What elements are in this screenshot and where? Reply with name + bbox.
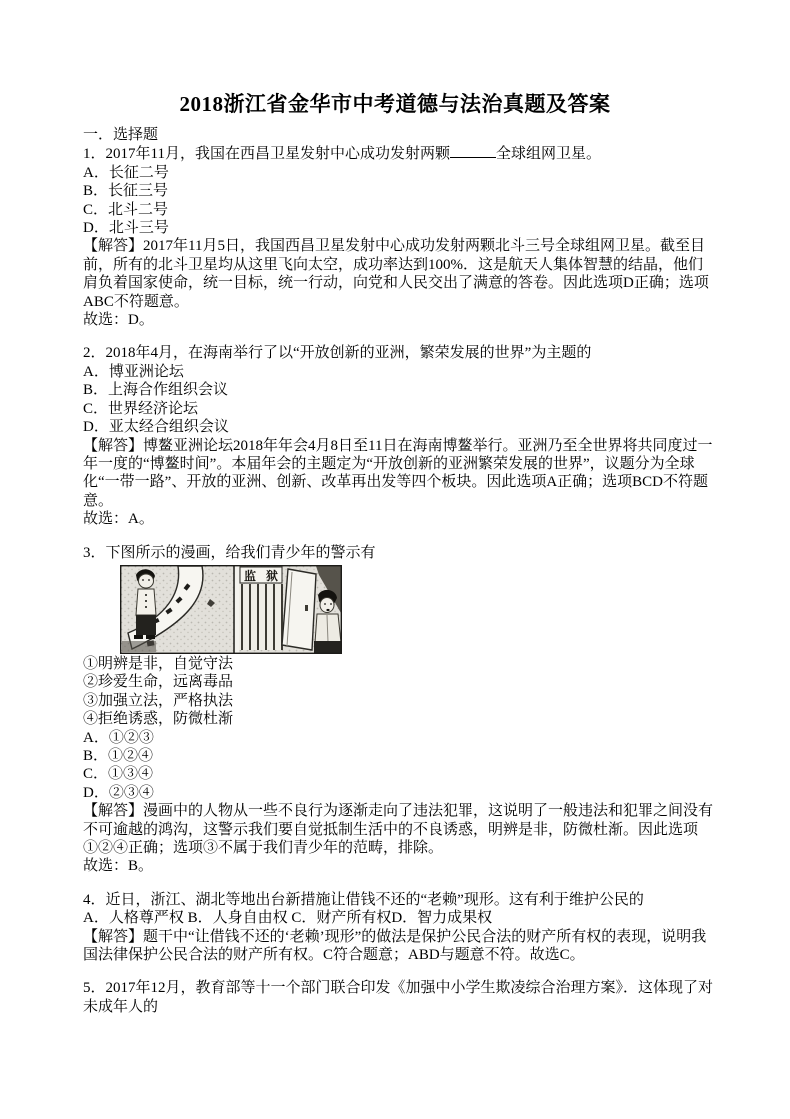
q3-option-d: D．②③④	[83, 784, 154, 801]
q3-explanation: 【解答】漫画中的人物从一些不良行为逐渐走向了违法犯罪，这说明了一般违法和犯罪之间没有不可逾越的鸿沟，这警示我们要自觉抵制生活中的不良诱惑，明辨是非，防微杜渐。因此选项①②④正确；选项③不属于我们青少年的范畴，排除。	[83, 803, 714, 856]
cartoon-svg	[120, 565, 342, 654]
prison-sign-char-right: 狱	[266, 568, 279, 583]
prison-sign	[240, 567, 282, 583]
q3-option-c: C．①③④	[83, 766, 154, 783]
prison-bars	[239, 584, 283, 650]
q1-option-c: C．北斗二号	[83, 201, 169, 218]
q3-item-2: ②珍爱生命，远离毒品	[83, 674, 234, 691]
question-3	[83, 544, 715, 876]
q4-explanation: 【解答】题干中“让借钱不还的‘老赖’现形”的做法是保护公民合法的财产所有权的表现，说明我国法律保护公民合法的财产所有权。C符合题意；ABD与题意不符。故选C。	[83, 928, 707, 964]
q3-item-3: ③加强立法，严格执法	[83, 692, 234, 709]
q1-stem-post: 全球组网卫星。	[495, 146, 601, 163]
question-gap	[83, 964, 715, 979]
q2-option-c: C．世界经济论坛	[83, 400, 199, 417]
q2-stem: 2．2018年4月，在海南举行了以“开放创新的亚洲，繁荣发展的世界”为主题的	[83, 345, 592, 362]
q5-stem: 5．2017年12月，教育部等十一个部门联合印发《加强中小学生欺凌综合治理方案》．这体现了对未成年人的	[83, 980, 714, 1015]
q3-item-4: ④拒绝诱惑，防微杜渐	[83, 711, 234, 728]
q2-answer: 故选：A。	[83, 511, 154, 528]
q1-answer-blank	[450, 144, 496, 158]
question-5	[83, 979, 715, 1016]
question-gap	[83, 529, 715, 544]
q2-option-d: D．亚太经合组织会议	[83, 419, 229, 436]
q3-answer: 故选：B。	[83, 858, 154, 875]
prison-sign-char-left: 监	[244, 568, 257, 583]
q4-options-line: A．人格尊严权 B．人身自由权 C．财产所有权D．智力成果权	[83, 910, 493, 927]
q4-stem: 4．近日，浙江、湖北等地出台新措施让借钱不还的“老赖”现形。这有利于维护公民的	[83, 891, 644, 908]
q1-option-d: D．北斗三号	[83, 220, 169, 237]
section-heading: 一．选择题	[83, 127, 159, 143]
q2-option-b: B．上海合作组织会议	[83, 382, 229, 399]
q3-option-b: B．①②④	[83, 747, 154, 764]
q1-option-b: B．长征三号	[83, 183, 169, 200]
q3-stem: 3．下图所示的漫画，给我们青少年的警示有	[83, 544, 376, 561]
q1-explanation: 【解答】2017年11月5日，我国西昌卫星发射中心成功发射两颗北斗三号全球组网卫星。截至目前，所有的北斗卫星均从这里飞向太空，成功率达到100%．这是航天人集体智慧的结晶，他们肩负着国家使命，统一目标，统一行动，向党和人民交出了满意的答卷。因此选项D正确；选项ABC不符题意。	[83, 238, 709, 310]
q2-explanation: 【解答】博鳌亚洲论坛2018年年会4月8日至11日在海南博鳌举行。亚洲乃至全世界将共同度过一年一度的“博鳌时间”。本届年会的主题定为“开放创新的亚洲繁荣发展的世界”，议题分为全球化“一带一路”、开放的亚洲、创新、改革再出发等四个板块。因此选项A正确；选项BCD不符题意。	[83, 437, 713, 509]
question-1	[83, 144, 715, 329]
q1-option-a: A．长征二号	[83, 164, 169, 181]
q1-stem	[83, 144, 715, 163]
question-4	[83, 891, 715, 965]
q3-cartoon-illustration	[120, 565, 342, 654]
q2-option-a: A．博亚洲论坛	[83, 363, 184, 380]
q3-option-a: A．①②③	[83, 729, 154, 746]
q3-item-1: ①明辨是非，自觉守法	[83, 655, 234, 672]
document-body	[83, 126, 715, 1016]
q1-stem-pre: 1．2017年11月，我国在西昌卫星发射中心成功发射两颗	[83, 146, 450, 163]
q1-answer: 故选：D。	[83, 312, 154, 329]
question-gap	[83, 329, 715, 344]
prison-door	[282, 569, 316, 650]
panel-divider-gap	[235, 566, 239, 653]
question-gap	[83, 876, 715, 891]
question-2	[83, 344, 715, 528]
page-title: 2018浙江省金华市中考道德与法治真题及答案	[179, 92, 611, 116]
